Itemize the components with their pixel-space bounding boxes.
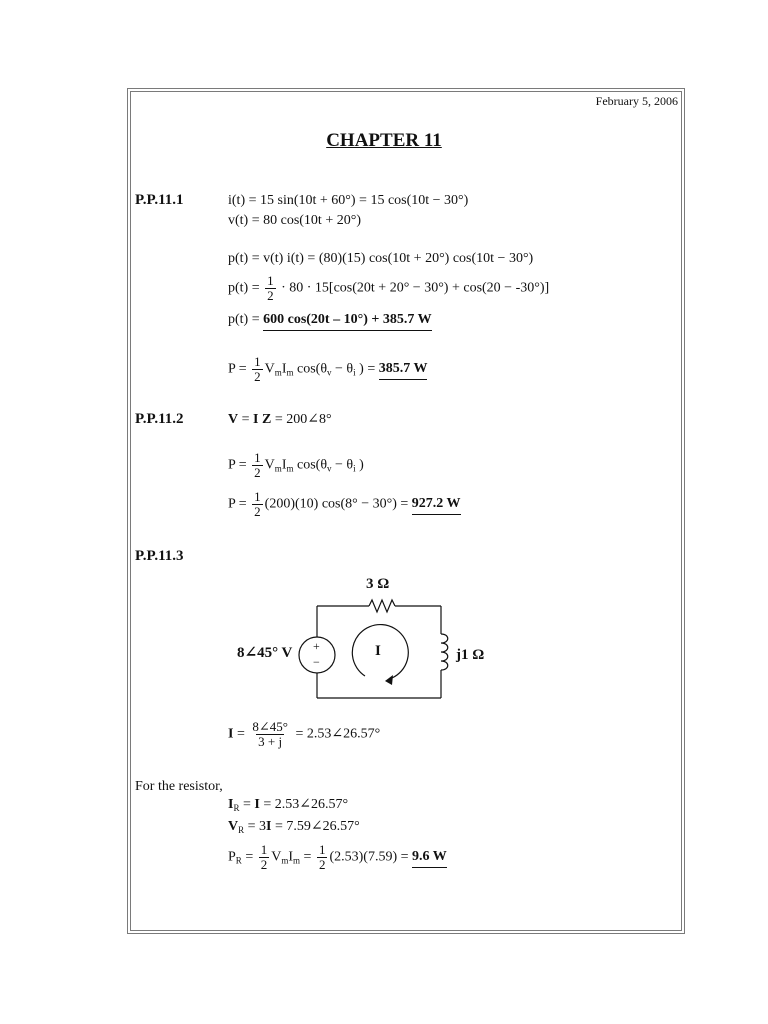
source-label: 8∠45° V bbox=[237, 645, 293, 661]
answer-average-power-2: 927.2 W bbox=[412, 497, 461, 515]
inductor-symbol bbox=[441, 634, 448, 670]
resistor-symbol bbox=[369, 600, 395, 612]
inductor-label: j1 Ω bbox=[456, 647, 485, 663]
problem-label-11-2: P.P.11.2 bbox=[135, 411, 184, 427]
resistor-power-equation: $P_R$ = $\frac{1}{2}$ $V_mI_m$ = $\frac{1}{2}$ (2.53)(7.59) = 9.6 W bbox=[228, 842, 447, 872]
current-equation: i(t) = 15 sin(10t + 60°) = 15 cos(10t − 30°) bbox=[228, 193, 469, 208]
fraction-half: $\frac{1}{2}$ bbox=[260, 842, 268, 872]
average-power-formula-2: P = $\frac{1}{2}$ $V_mI_m$ $\cos(\theta_v - \theta_i$ ) bbox=[228, 450, 364, 480]
resistor-intro-text: For the resistor, bbox=[135, 779, 223, 794]
fraction-half: $\frac{1}{2}$ bbox=[254, 354, 261, 384]
phasor-voltage-equation: V = I Z = 200∠8° bbox=[228, 412, 332, 427]
problem-label-11-1: P.P.11.1 bbox=[135, 192, 184, 208]
mesh-current-label: I bbox=[375, 643, 381, 659]
fraction-half: $\frac{1}{2}$ bbox=[267, 273, 274, 303]
mesh-current-equation: I = $\frac{8\angle 45^\circ}{3 + j}$ = 2.53∠26.57° bbox=[228, 719, 381, 749]
power-equation-1: p(t) = v(t) i(t) = (80)(15) cos(10t + 20°) cos(10t − 30°) bbox=[228, 251, 534, 266]
fraction-half: $\frac{1}{2}$ bbox=[254, 450, 261, 480]
source-minus-sign: − bbox=[313, 655, 320, 669]
answer-instantaneous-power: 600 cos(20t – 10°) + 385.7 W bbox=[263, 313, 431, 331]
resistor-current-equation: $I_R = I$ = 2.53∠26.57° bbox=[228, 797, 349, 813]
power-equation-3: p(t) = 600 cos(20t – 10°) + 385.7 W bbox=[228, 313, 432, 331]
chapter-title: CHAPTER 11 bbox=[326, 130, 442, 151]
resistor-voltage-equation: $V_R = 3I$ = 7.59∠26.57° bbox=[228, 819, 360, 835]
fraction-current: $\frac{8\angle 45^\circ}{3 + j}$ bbox=[252, 719, 288, 749]
answer-resistor-power: 9.6 W bbox=[412, 850, 447, 868]
answer-average-power-1: 385.7 W bbox=[379, 362, 428, 380]
source-plus-sign: + bbox=[313, 639, 320, 653]
voltage-equation: v(t) = 80 cos(10t + 20°) bbox=[228, 213, 361, 228]
problem-label-11-3: P.P.11.3 bbox=[135, 548, 184, 564]
average-power-equation-1: P = $\frac{1}{2}$ $V_mI_m$ $\cos(\theta_v - \theta_i$ ) = 385.7 W bbox=[228, 354, 428, 384]
fraction-half: $\frac{1}{2}$ bbox=[254, 489, 261, 519]
power-equation-2: p(t) = $\frac{1}{2}$ · 80 · 15[cos(20t + 20° − 30°) + cos(20 − -30°)] bbox=[228, 273, 550, 303]
page-date: February 5, 2006 bbox=[595, 94, 678, 108]
fraction-half: $\frac{1}{2}$ bbox=[318, 842, 326, 872]
average-power-result-2: P = $\frac{1}{2}$ (200)(10) cos(8° − 30°) = 927.2 W bbox=[228, 489, 461, 519]
mesh-current-arrowhead bbox=[385, 675, 393, 685]
resistor-label: 3 Ω bbox=[366, 576, 390, 592]
